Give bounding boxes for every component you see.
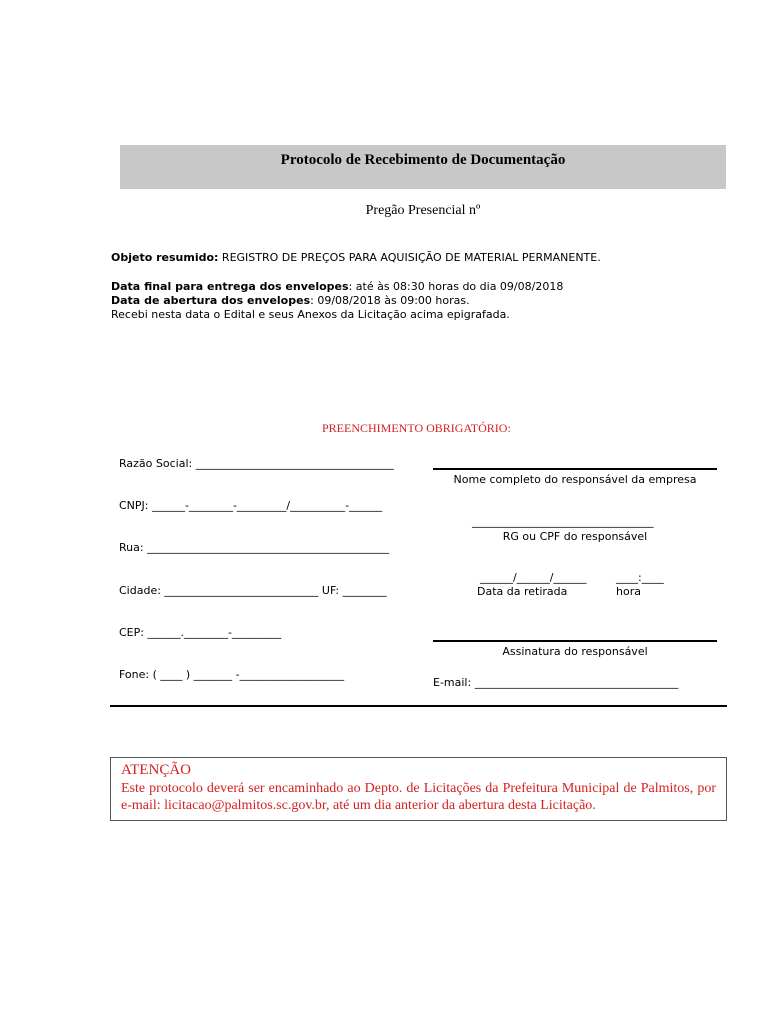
attention-box — [110, 757, 727, 821]
form-divider — [110, 705, 727, 707]
nome-signature-line — [433, 468, 717, 470]
rg-field[interactable]: _________________________________ — [472, 515, 654, 528]
attention-title: ATENÇÃO — [121, 762, 191, 778]
abertura-value: : 09/08/2018 às 09:00 horas. — [310, 294, 470, 307]
assinatura-line — [433, 640, 717, 642]
cnpj-field[interactable]: CNPJ: ______-________-_________/__________-______ — [119, 499, 383, 512]
page-title: Protocolo de Recebimento de Documentação — [280, 152, 566, 168]
assinatura-caption: Assinatura do responsável — [502, 645, 648, 658]
hora-caption: hora — [616, 585, 641, 598]
entrega-line — [111, 280, 563, 293]
objeto-label: Objeto resumido: — [111, 251, 219, 264]
rg-caption: RG ou CPF do responsável — [502, 530, 648, 543]
entrega-value: : até às 08:30 horas do dia 09/08/2018 — [348, 280, 564, 293]
entrega-label: Data final para entrega dos envelopes — [111, 280, 349, 293]
form-heading: PREENCHIMENTO OBRIGATÓRIO: — [322, 421, 511, 435]
cep-field[interactable]: CEP: ______.________-_________ — [119, 626, 282, 639]
objeto-line — [111, 251, 601, 264]
abertura-label: Data de abertura dos envelopes — [111, 294, 311, 307]
rua-field[interactable]: Rua: ____________________________________________ — [119, 541, 390, 554]
subtitle: Pregão Presencial nº — [365, 203, 481, 218]
nome-caption: Nome completo do responsável da empresa — [453, 473, 697, 486]
razao-social-field[interactable]: Razão Social: ____________________________________ — [119, 457, 394, 470]
attention-body: Este protocolo deverá ser encaminhado ao Depto. de Licitações da Prefeitura Municipal de Palmitos, por e-mail: licitacao@palmitos.sc.gov.br, até um dia anterior da abertura desta Licitação. — [121, 781, 716, 813]
hora-field[interactable]: ____:____ — [616, 571, 664, 584]
email-field[interactable]: E-mail: _____________________________________ — [433, 676, 679, 689]
recebi-line: Recebi nesta data o Edital e seus Anexos da Licitação acima epigrafada. — [111, 308, 510, 321]
title-banner — [120, 145, 726, 189]
cidade-uf-field[interactable]: Cidade: ____________________________ UF: ________ — [119, 584, 387, 597]
objeto-value: REGISTRO DE PREÇOS PARA AQUISIÇÃO DE MATERIAL PERMANENTE. — [218, 251, 601, 264]
data-retirada-caption: Data da retirada — [477, 585, 568, 598]
abertura-line — [111, 294, 470, 307]
data-retirada-field[interactable]: ______/______/______ — [480, 571, 587, 584]
fone-field[interactable]: Fone: ( ____ ) _______ -___________________ — [119, 668, 345, 681]
